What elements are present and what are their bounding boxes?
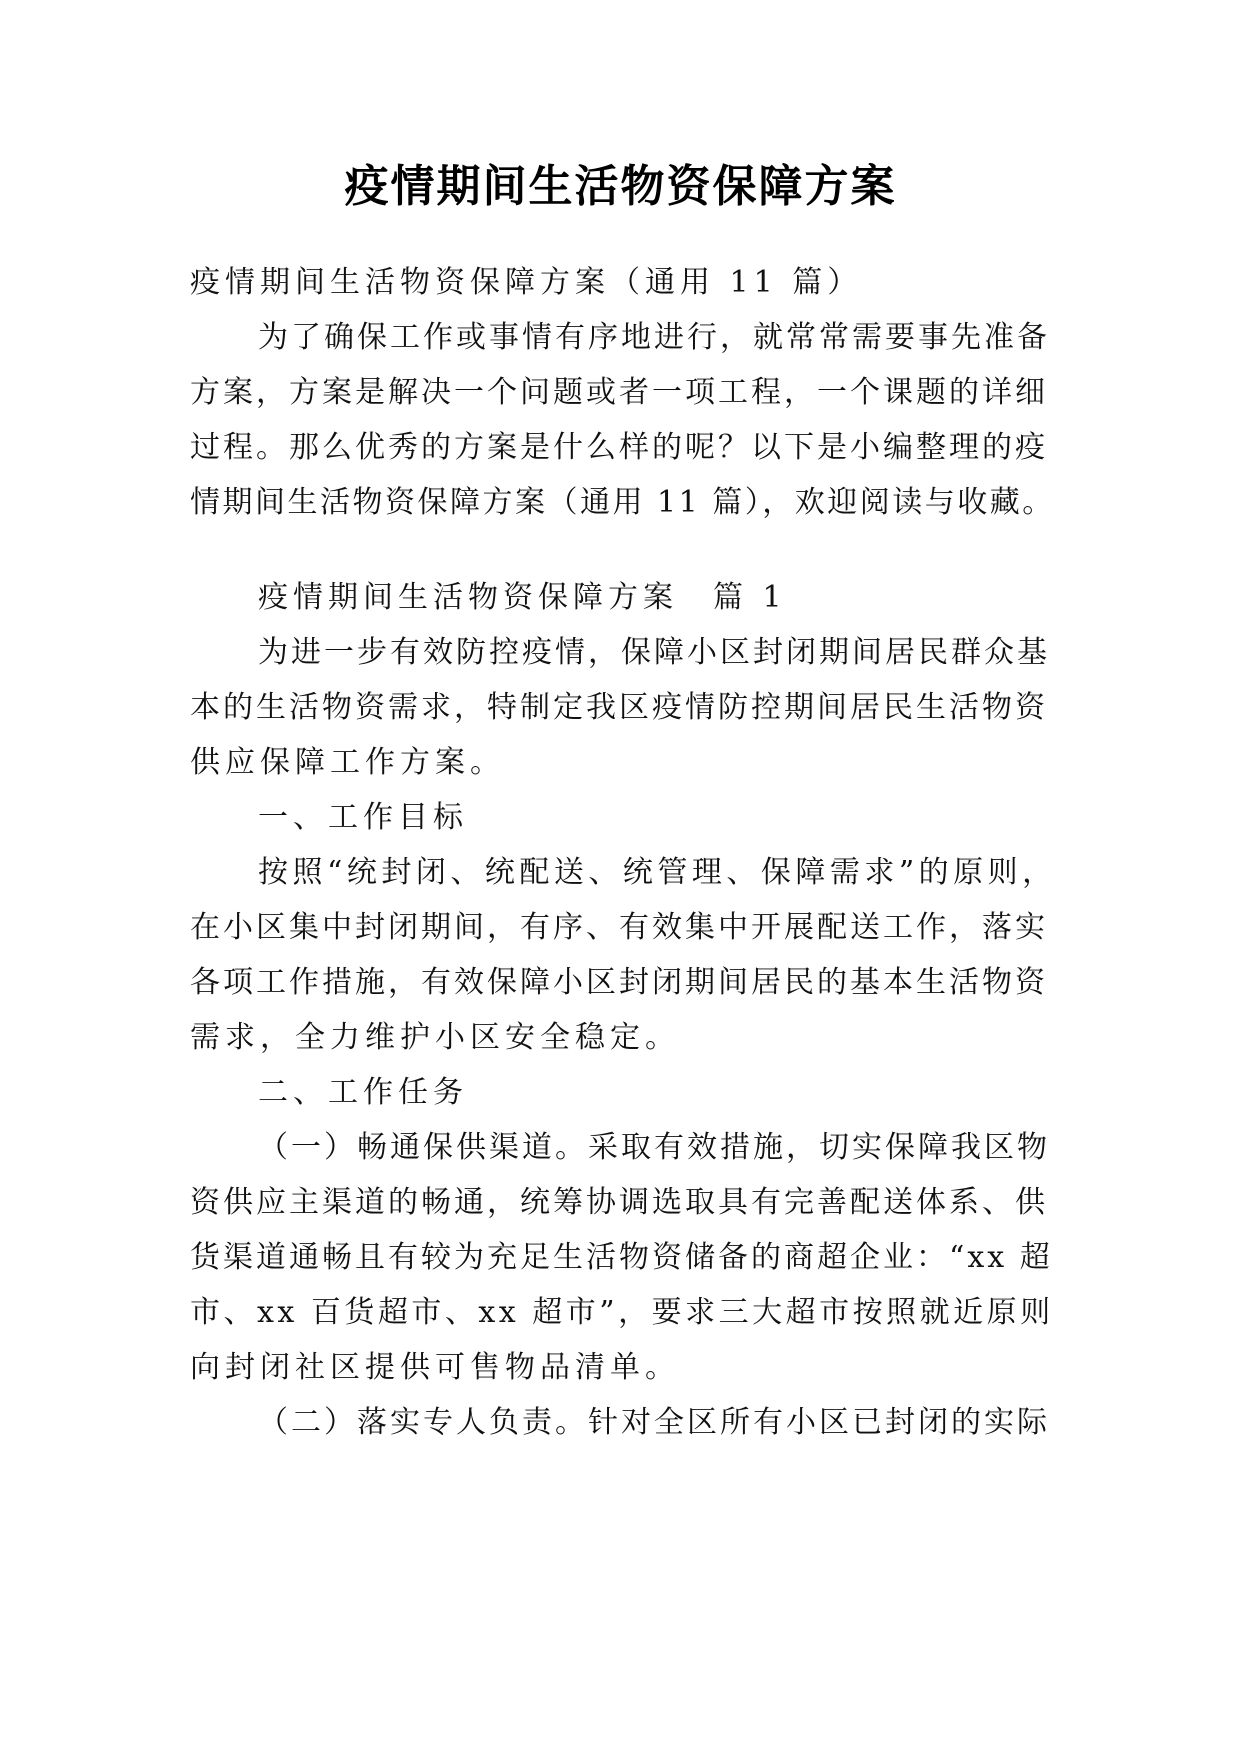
section-heading: 疫情期间生活物资保障方案 篇 1 [258,580,787,615]
heading-work-task: 二、工作任务 [258,1075,468,1110]
paragraph-line: 在小区集中封闭期间，有序、有效集中开展配送工作，落实 [190,910,1048,945]
paragraph-line: 资供应主渠道的畅通，统筹协调选取具有完善配送体系、供 [190,1185,1048,1220]
paragraph-line: （一）畅通保供渠道。采取有效措施，切实保障我区物 [258,1130,1050,1165]
paragraph-line: 需求，全力维护小区安全稳定。 [190,1020,680,1055]
paragraph-line: 市、xx 百货超市、xx 超市”，要求三大超市按照就近原则 [190,1295,1054,1330]
paragraph-line: 本的生活物资需求，特制定我区疫情防控期间居民生活物资 [190,690,1048,725]
paragraph-line: 各项工作措施，有效保障小区封闭期间居民的基本生活物资 [190,965,1048,1000]
heading-work-goal: 一、工作目标 [258,800,468,835]
paragraph-line: 向封闭社区提供可售物品清单。 [190,1350,680,1385]
paragraph-line: 按照“统封闭、统配送、统管理、保障需求”的原则， [258,855,1057,890]
document-title: 疫情期间生活物资保障方案 [344,161,897,212]
intro-line: 为了确保工作或事情有序地进行，就常常需要事先准备 [258,320,1050,355]
paragraph-line: 供应保障工作方案。 [190,745,505,780]
intro-line: 方案，方案是解决一个问题或者一项工程，一个课题的详细 [190,375,1048,410]
paragraph-line: （二）落实专人负责。针对全区所有小区已封闭的实际 [258,1405,1050,1440]
intro-line: 过程。那么优秀的方案是什么样的呢？以下是小编整理的疫 [190,430,1048,465]
document-subtitle: 疫情期间生活物资保障方案（通用 11 篇） [190,265,863,300]
intro-line: 情期间生活物资保障方案（通用 11 篇），欢迎阅读与收藏。 [190,485,1055,520]
paragraph-line: 货渠道通畅且有较为充足生活物资储备的商超企业：“xx 超 [190,1240,1053,1275]
paragraph-line: 为进一步有效防控疫情，保障小区封闭期间居民群众基 [258,635,1050,670]
